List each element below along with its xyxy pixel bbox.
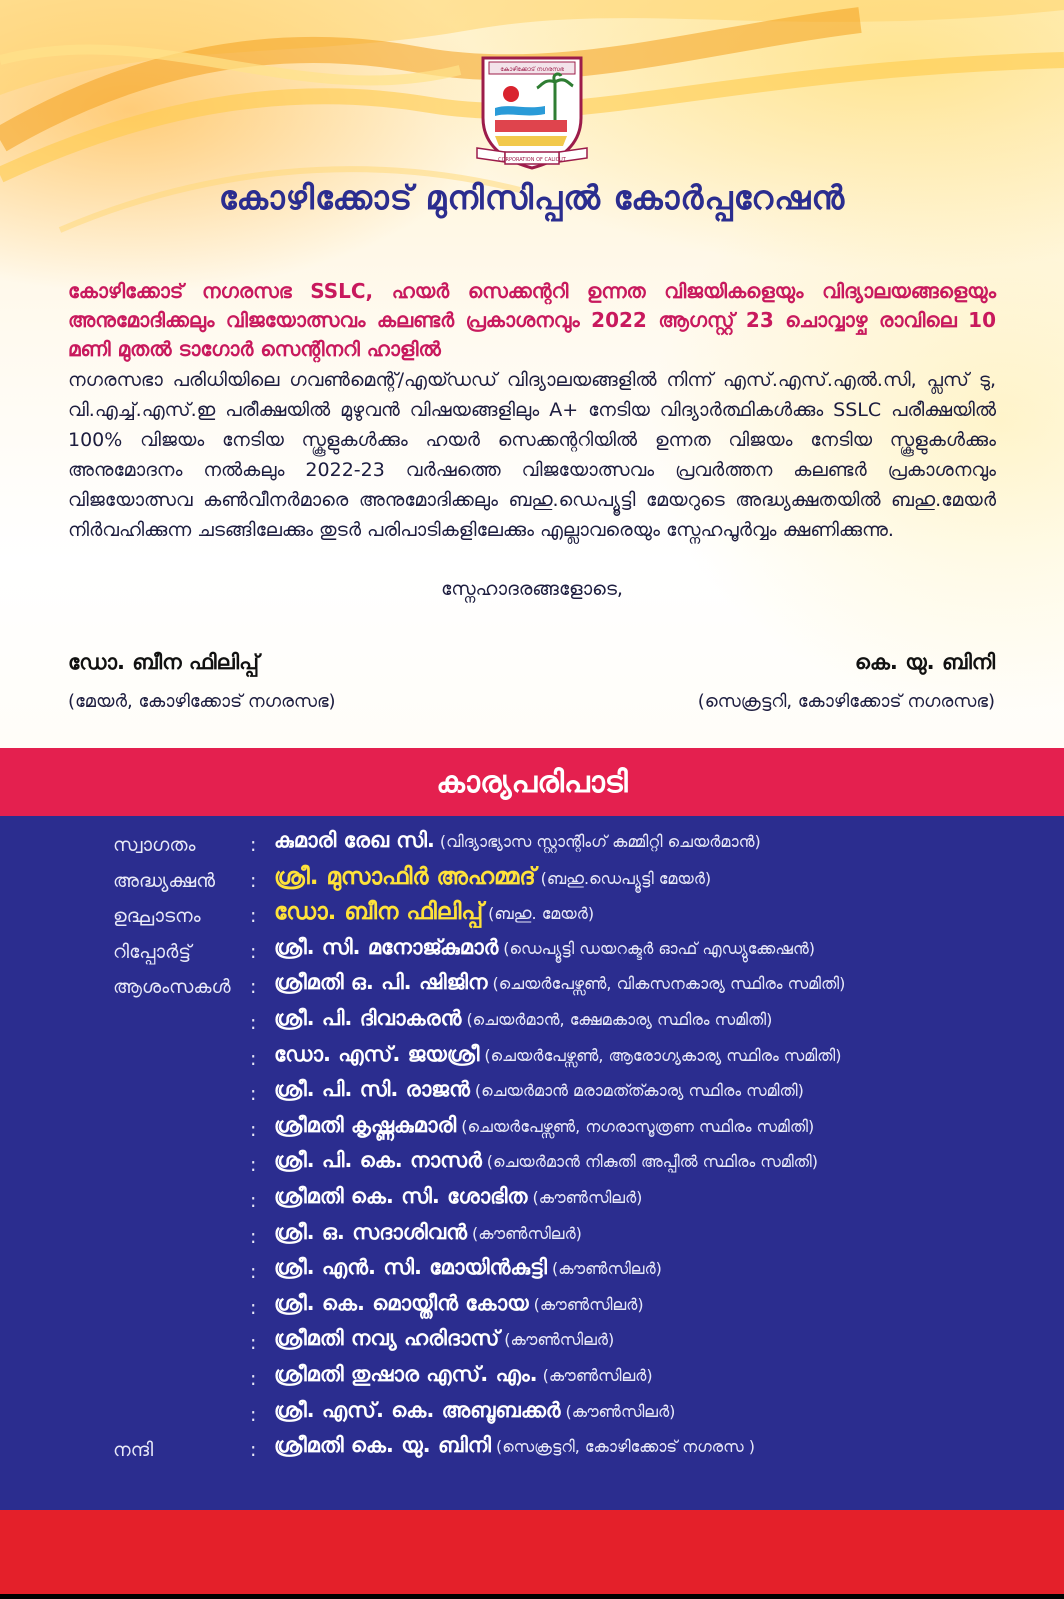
program-colon: : [250, 1261, 257, 1284]
program-colon: : [250, 976, 257, 999]
program-person-designation: (കൗൺസിലർ) [471, 1223, 582, 1243]
program-colon: : [250, 940, 257, 963]
program-person-designation: (ചെയർപേഴ്സൺ, വികസനകാര്യ സ്ഥിരം സമിതി) [492, 974, 846, 994]
program-colon: : [250, 1154, 257, 1177]
event-headline: കോഴിക്കോട് നഗരസഭ SSLC, ഹയർ സെക്കന്ററി ഉന്നത വിജയികളെയും വിദ്യാലയങ്ങളെയും അനുമോദിക്കലും വിജയോത്സവം കലണ്ടർ പ്രകാശനവും 2022 ആഗസ്റ്റ് 23 ചൊവ്വാഴ്ച രാവിലെ 10 മണി മുതൽ ടാഗോർ സെന്റിനറി ഹാളിൽ [68, 279, 996, 361]
program-role-label: നന്ദി [113, 1439, 154, 1462]
program-person-designation: (കൗൺസിലർ) [542, 1366, 653, 1385]
program-person-designation: (ബഹു. മേയർ) [488, 904, 595, 924]
program-entry [274, 1291, 644, 1316]
program-person-name: കുമാരി രേഖ സി. [274, 828, 435, 852]
program-row [0, 1255, 1064, 1291]
program-entry [274, 970, 845, 995]
program-row [0, 1184, 1064, 1220]
program-colon: : [250, 905, 257, 928]
program-row [0, 1042, 1064, 1078]
program-entry [274, 1042, 842, 1067]
program-row [0, 1398, 1064, 1434]
program-person-designation: (കൗൺസിലർ) [565, 1401, 676, 1421]
mayor-name: ഡോ. ബീന ഫിലിപ്പ് [68, 650, 259, 674]
program-role-label: ഉദ്ഘാടനം [113, 905, 201, 928]
program-entry [274, 1326, 614, 1351]
program-entry [274, 1433, 755, 1458]
program-row [0, 899, 1064, 935]
program-row [0, 1077, 1064, 1113]
program-person-name: ശ്രീ. പി. കെ. നാസർ [274, 1148, 482, 1173]
program-person-name: ശ്രീ. എസ്. കെ. അബൂബക്കർ [274, 1397, 561, 1422]
program-person-name: ശ്രീ. പി. സി. രാജൻ [274, 1077, 470, 1102]
program-colon: : [250, 1047, 257, 1070]
program-entry [274, 1113, 814, 1138]
program-entry [274, 1148, 818, 1173]
program-row [0, 970, 1064, 1006]
program-list [0, 816, 1064, 1510]
program-entry [274, 864, 711, 890]
program-row [0, 1433, 1064, 1469]
invitation-section [0, 0, 1064, 748]
program-row [0, 1006, 1064, 1042]
program-role-label: ആശംസകൾ [113, 976, 231, 999]
closing-salutation: സ്നേഹാദരങ്ങളോടെ, [441, 578, 623, 600]
program-row [0, 1148, 1064, 1184]
bottom-edge [0, 1594, 1064, 1599]
program-role-label: അദ്ധ്യക്ഷൻ [113, 869, 215, 892]
program-person-designation: (ബഹു.ഡെപ്യൂട്ടി മേയർ) [540, 868, 712, 888]
program-colon: : [250, 1225, 257, 1248]
program-entry [274, 1220, 582, 1245]
program-person-name: ഡോ. ബീന ഫിലിപ്പ് [274, 899, 484, 926]
organization-title: കോഴിക്കോട് മുനിസിപ്പൽ കോർപ്പറേഷൻ [218, 178, 846, 217]
program-person-designation: (സെക്രട്ടറി, കോഴിക്കോട് നഗരസ ) [495, 1437, 755, 1457]
program-entry [274, 828, 761, 853]
program-colon: : [250, 1118, 257, 1141]
program-role-label: സ്വാഗതം [113, 834, 196, 856]
program-person-name: ശ്രീമതി തുഷാര എസ്. എം. [274, 1362, 538, 1386]
program-person-designation: (കൗൺസിലർ) [533, 1294, 644, 1314]
invitation-body: നഗരസഭാ പരിധിയിലെ ഗവൺമെന്റ്/എയ്ഡഡ് വിദ്യാലയങ്ങളിൽ നിന്ന് എസ്.എസ്.എൽ.സി, പ്ലസ് ടു, വി.എച്ച്.എസ്.ഇ പരീക്ഷയിൽ മുഴുവൻ വിഷയങ്ങളിലും A+ നേടിയ വിദ്യാർത്ഥികൾക്കും SSLC പരീക്ഷയിൽ 100% വിജയം നേടിയ സ്കൂളുകൾക്കും ഹയർ സെക്കന്ററിയിൽ ഉന്നത വിജയം നേടിയ സ്കൂളുകൾക്കും അനുമോദനം നൽകലും 2022-23 വർഷത്തെ വിജയോത്സവം പ്രവർത്തന കലണ്ടർ പ്രകാശനവും വിജയോത്സവ കൺവീനർമാരെ അനുമോദിക്കലും ബഹു.ഡെപ്യൂട്ടി മേയറുടെ അദ്ധ്യക്ഷതയിൽ ബഹു.മേയർ നിർവഹിക്കുന്ന ചടങ്ങിലേക്കും തുടർ പരിപാടികളിലേക്കും എല്ലാവരെയും സ്നേഹപൂർവ്വം ക്ഷണിക്കുന്നു. [68, 369, 996, 541]
crest-bottom-text: CORPORATION OF CALICUT [498, 157, 566, 163]
program-colon: : [250, 1368, 257, 1390]
program-person-designation: (വിദ്യാഭ്യാസ സ്റ്റാന്റിംഗ് കമ്മിറ്റി ചെയർമാൻ) [439, 832, 761, 851]
program-person-name: ഡോ. എസ്. ജയശ്രീ [274, 1041, 480, 1066]
program-row [0, 1362, 1064, 1398]
program-row [0, 1326, 1064, 1362]
program-colon: : [250, 869, 257, 892]
program-person-name: ശ്രീമതി കൃഷ്ണകുമാരി [274, 1112, 457, 1137]
program-title: കാര്യപരിപാടി [436, 764, 628, 800]
program-role-label: റിപ്പോർട്ട് [113, 940, 192, 963]
program-entry [274, 1006, 772, 1031]
program-row [0, 1220, 1064, 1256]
program-person-name: ശ്രീ. കെ. മൊയ്തീൻ കോയ [274, 1290, 529, 1315]
program-entry [274, 1255, 662, 1280]
program-entry [274, 935, 815, 960]
program-entry [274, 899, 594, 925]
program-colon: : [250, 1332, 257, 1355]
program-entry [274, 1362, 653, 1387]
program-person-designation: (ചെയർപേഴ്സൺ, ആരോഗ്യകാര്യ സ്ഥിരം സമിതി) [484, 1045, 842, 1065]
secretary-name: കെ. യു. ബിനി [854, 650, 995, 674]
program-person-name: ശ്രീമതി കെ. സി. ശോഭിത [274, 1184, 528, 1208]
program-person-designation: (ചെയർമാൻ നികുതി അപ്പീൽ സ്ഥിരം സമിതി) [486, 1152, 819, 1172]
program-person-name: ശ്രീ. ഒ. സദാശിവൻ [274, 1219, 467, 1244]
program-colon: : [250, 1296, 257, 1319]
program-person-designation: (ചെയർമാൻ, ക്ഷേമകാര്യ സ്ഥിരം സമിതി) [466, 1010, 773, 1029]
program-person-name: ശ്രീ. മുസാഫിർ അഹമ്മദ് [274, 863, 536, 890]
secretary-role: (സെക്രട്ടറി, കോഴിക്കോട് നഗരസഭ) [697, 691, 995, 712]
program-entry [274, 1077, 804, 1102]
program-colon: : [250, 1190, 257, 1212]
program-row [0, 828, 1064, 864]
program-person-name: ശ്രീമതി നവ്യ ഹരിദാസ് [274, 1326, 500, 1351]
program-person-name: ശ്രീ. പി. ദിവാകരൻ [274, 1006, 462, 1030]
program-row [0, 864, 1064, 900]
corporation-crest-logo [475, 48, 589, 170]
program-row [0, 1113, 1064, 1149]
program-person-designation: (കൗൺസിലർ) [504, 1330, 615, 1350]
program-colon: : [250, 1083, 257, 1106]
program-person-designation: (കൗൺസിലർ) [551, 1259, 662, 1279]
program-entry [274, 1398, 675, 1423]
program-title-band [0, 748, 1064, 816]
program-person-designation: (ചെയർപേഴ്സൺ, നഗരാസൂത്രണ സ്ഥിരം സമിതി) [461, 1116, 815, 1136]
bottom-band [0, 1510, 1064, 1599]
program-person-name: ശ്രീ. എൻ. സി. മോയിൻകുട്ടി [274, 1255, 547, 1280]
program-colon: : [250, 1403, 257, 1426]
program-row [0, 1291, 1064, 1327]
crest-top-text: കോഴിക്കോട് നഗരസഭ [500, 66, 564, 73]
program-person-name: ശ്രീമതി കെ. യു. ബിനി [274, 1433, 491, 1458]
program-colon: : [250, 1012, 257, 1034]
program-entry [274, 1184, 642, 1209]
program-person-name: ശ്രീമതി ഒ. പി. ഷിജിന [274, 970, 488, 995]
program-person-designation: (കൗൺസിലർ) [532, 1188, 643, 1207]
program-person-name: ശ്രീ. സി. മനോജ്കുമാർ [274, 934, 499, 959]
mayor-role: (മേയർ, കോഴിക്കോട് നഗരസഭ) [68, 691, 336, 712]
program-colon: : [250, 834, 257, 856]
program-row [0, 935, 1064, 971]
program-colon: : [250, 1439, 257, 1462]
program-person-designation: (ചെയർമാൻ മരാമത്ത്കാര്യ സ്ഥിരം സമിതി) [474, 1081, 804, 1101]
program-person-designation: (ഡെപ്യൂട്ടി ഡയറക്ടർ ഓഫ് എഡ്യുക്കേഷൻ) [503, 938, 815, 958]
